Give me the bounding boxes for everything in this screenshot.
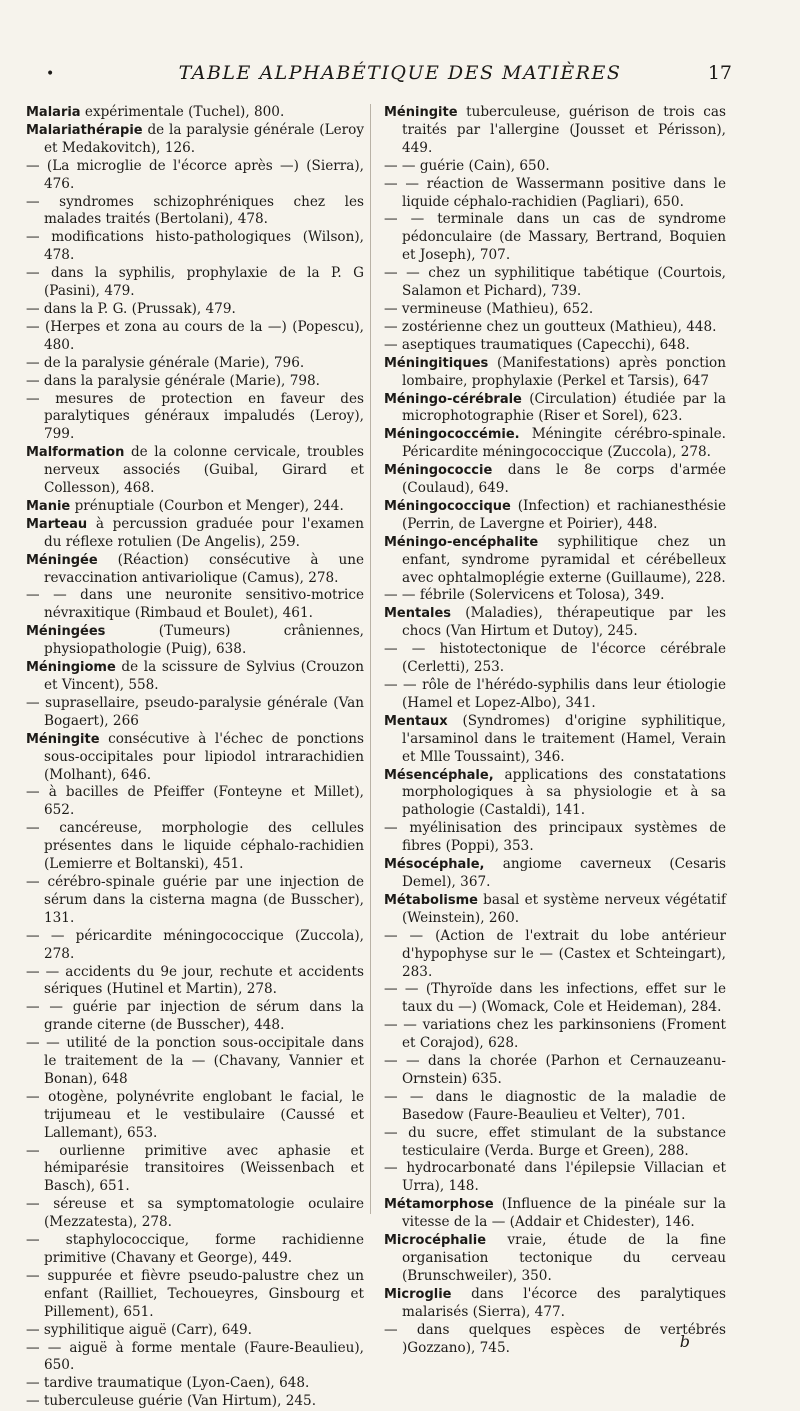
index-entry	[384, 426, 726, 462]
index-entry	[384, 176, 726, 212]
page-header	[0, 62, 800, 92]
index-keyword: Méningococcémie.	[384, 427, 520, 443]
index-entry-text: — staphylococcique, forme rachidienne primitive (Chavany et George), 449.	[26, 1232, 364, 1266]
index-entry-text: — de la paralysie générale (Marie), 796.	[26, 354, 305, 371]
index-entry-text: de la scissure de Sylvius (Crouzon et Vincent), 558.	[44, 659, 364, 693]
index-entry-text: — — utilité de la ponction sous-occipitale dans le traitement de la — (Chavany, Vannier et Bonan), 648	[26, 1035, 364, 1087]
index-entry-text: — — guérie par injection de sérum dans la grande citerne (de Busscher), 448.	[26, 999, 364, 1034]
index-entry-text: tuberculeuse, guérison de trois cas traités par l'allergine (Jousset et Périsson), 449.	[402, 104, 726, 156]
page-number: 17	[707, 62, 732, 84]
index-entry-text: expérimentale (Tuchel), 800.	[80, 104, 285, 120]
index-entry	[26, 623, 364, 659]
index-entry-text: — — (Action de l'extrait du lobe antérieur d'hypophyse sur le — (Castex et Schteingart), 283.	[384, 927, 726, 980]
index-entry-text: Méningite cérébro-spinale. Péricardite méningococcique (Zuccola), 278.	[402, 426, 726, 461]
index-keyword: Marteau	[26, 516, 88, 532]
index-entry	[384, 534, 726, 588]
index-entry-text: — — aiguë à forme mentale (Faure-Beaulieu), 650.	[26, 1339, 364, 1374]
index-entry-text: — — réaction de Wassermann positive dans le liquide céphalo-rachidien (Pagliari), 650.	[384, 175, 726, 210]
index-entry-text: dans l'écorce des paralytiques malarisés (Sierra), 477.	[402, 1285, 726, 1320]
index-keyword: Méningitiques	[384, 355, 489, 371]
index-entry	[384, 355, 726, 391]
index-column-right	[384, 104, 726, 1357]
index-entry-text: — dans la P. G. (Prussak), 479.	[26, 300, 236, 317]
index-entry-text: — suppurée et fièvre pseudo-palustre chez un enfant (Railliet, Techoueyres, Ginsbourg et Pillement), 651.	[26, 1267, 364, 1320]
index-entry	[26, 820, 364, 874]
index-keyword: Manie	[26, 498, 71, 514]
index-entry-text: (Maladies), thérapeutique par les chocs (Van Hirtum et Dutoy), 245.	[402, 605, 726, 640]
index-entry	[384, 158, 726, 176]
index-keyword: Méningococcique	[384, 498, 511, 514]
index-entry	[384, 641, 726, 677]
index-entry	[26, 784, 364, 820]
index-entry-text: — — variations chez les parkinsoniens (Froment et Corajod), 628.	[384, 1017, 726, 1052]
index-entry-text: — mesures de protection en faveur des paralytiques généraux impaludés (Leroy), 799.	[26, 390, 364, 443]
index-entry	[384, 391, 726, 427]
signature-mark: b	[679, 1332, 690, 1351]
index-keyword: Méningo-encéphalite	[384, 534, 539, 550]
index-entry-text: (Manifestations) après ponction lombaire, prophylaxie (Perkel et Tarsis), 647	[402, 354, 726, 389]
index-entry	[26, 444, 364, 498]
index-entry	[26, 1340, 364, 1376]
index-entry	[26, 999, 364, 1035]
index-entry-text: — à bacilles de Pfeiffer (Fonteyne et Millet), 652.	[26, 784, 364, 819]
index-entry	[384, 1089, 726, 1125]
index-entry-text: — — péricardite méningococcique (Zuccola), 278.	[26, 927, 364, 962]
index-entry	[26, 1232, 364, 1268]
index-entry-text: syphilitique chez un enfant, syndrome pyramidal et cérébelleux avec ophtalmoplégie externe (Guillaume), 228.	[402, 533, 726, 586]
index-entry	[384, 928, 726, 982]
index-entry-text: — syndromes schizophréniques chez les malades traités (Bertolani), 478.	[26, 193, 364, 228]
index-keyword: Mésocéphale,	[384, 857, 485, 873]
index-entry	[26, 516, 364, 552]
index-entry	[384, 301, 726, 319]
index-entry	[26, 1322, 364, 1340]
index-entry-text: (Réaction) consécutive à une revaccination antivariolique (Camus), 278.	[44, 551, 364, 586]
index-entry	[26, 1196, 364, 1232]
index-entry	[26, 319, 364, 355]
index-keyword: Méningiome	[26, 660, 116, 676]
index-entry	[384, 856, 726, 892]
index-entry	[26, 301, 364, 319]
index-entry-text: — du sucre, effet stimulant de la substance testiculaire (Verda. Burge et Green), 288.	[384, 1124, 726, 1159]
index-entry-text: — — dans la chorée (Parhon et Cernauzeanu-Ornstein) 635.	[384, 1053, 726, 1087]
index-entry	[384, 498, 726, 534]
index-keyword: Malariathérapie	[26, 122, 143, 138]
index-entry	[26, 659, 364, 695]
index-entry	[26, 355, 364, 373]
index-entry-text: — dans quelques espèces de vertébrés )Gozzano), 745.	[384, 1321, 726, 1356]
index-keyword: Méningococcie	[384, 463, 493, 479]
index-entry-text: — zostérienne chez un goutteux (Mathieu), 448.	[384, 318, 717, 335]
index-entry-text: — — guérie (Cain), 650.	[384, 157, 550, 174]
running-title: TABLE ALPHABÉTIQUE DES MATIÈRES	[178, 62, 622, 84]
index-keyword: Mentaux	[384, 713, 448, 729]
bullet-mark: •	[46, 66, 55, 82]
index-entry	[384, 319, 726, 337]
index-entry-text: dans le 8e corps d'armée (Coulaud), 649.	[402, 462, 726, 497]
index-entry	[384, 1017, 726, 1053]
index-keyword: Malaria	[26, 105, 81, 120]
index-entry	[26, 1393, 364, 1411]
index-entry	[26, 229, 364, 265]
index-entry	[384, 713, 726, 767]
index-entry-text: basal et système nerveux végétatif (Weinstein), 260.	[402, 891, 726, 926]
index-entry	[26, 1089, 364, 1143]
index-entry	[384, 265, 726, 301]
index-entry	[26, 122, 364, 158]
index-keyword: Microcéphalie	[384, 1233, 487, 1249]
index-entry-text: — suprasellaire, pseudo-paralysie générale (Van Bogaert), 266	[26, 694, 364, 729]
index-entry	[26, 1375, 364, 1393]
index-entry	[384, 605, 726, 641]
index-entry-text: — — fébrile (Solervicens et Tolosa), 349.	[384, 587, 665, 604]
index-entry	[384, 337, 726, 355]
index-entry	[26, 964, 364, 1000]
column-divider	[370, 104, 371, 1214]
index-entry-text: — — histotectonique de l'écorce cérébrale (Cerletti), 253.	[384, 641, 726, 676]
index-entry-text: — (La microglie de l'écorce après —) (Sierra), 476.	[26, 157, 364, 192]
index-entry	[384, 767, 726, 821]
index-keyword: Méningée	[26, 552, 98, 568]
index-entry	[384, 462, 726, 498]
index-entry-text: — — rôle de l'hérédo-syphilis dans leur étiologie (Hamel et Lopez-Albo), 341.	[384, 677, 726, 711]
index-entry-text: (Tumeurs) crâniennes, physiopathologie (Puig), 638.	[44, 623, 364, 658]
index-entry-text: (Circulation) étudiée par la microphotographie (Riser et Sorel), 623.	[402, 390, 726, 425]
index-entry	[384, 892, 726, 928]
index-entry	[384, 1160, 726, 1196]
index-keyword: Méningite	[26, 731, 100, 747]
index-entry-text: — tardive traumatique (Lyon-Caen), 648.	[26, 1375, 310, 1392]
index-entry-text: applications des constatations morphologiques à sa physiologie et à sa pathologie (Castaldi), 141.	[402, 766, 726, 819]
index-column-left	[26, 104, 364, 1411]
index-entry-text: — dans la paralysie générale (Marie), 798.	[26, 372, 320, 389]
index-keyword: Mésencéphale,	[384, 767, 494, 783]
index-entry	[26, 587, 364, 623]
index-entry	[384, 211, 726, 265]
index-entry	[26, 731, 364, 785]
index-keyword: Mentales	[384, 606, 452, 622]
index-entry	[26, 373, 364, 391]
index-entry	[26, 695, 364, 731]
index-entry	[26, 552, 364, 588]
index-entry-text: — hydrocarbonaté dans l'épilepsie Villacian et Urra), 148.	[384, 1160, 726, 1195]
index-entry-text: — aseptiques traumatiques (Capecchi), 648.	[384, 336, 690, 353]
index-entry-text: — — chez un syphilitique tabétique (Courtois, Salamon et Pichard), 739.	[384, 265, 726, 300]
index-entry	[384, 1286, 726, 1322]
index-entry-text: — otogène, polynévrite englobant le facial, le trijumeau et le vestibulaire (Caussé et Lallemant), 653.	[26, 1088, 364, 1141]
index-entry	[26, 194, 364, 230]
index-keyword: Métabolisme	[384, 892, 478, 908]
index-entry-text: — — dans le diagnostic de la maladie de Basedow (Faure-Beaulieu et Velter), 701.	[384, 1088, 726, 1123]
index-entry	[26, 1143, 364, 1197]
index-entry	[384, 1125, 726, 1161]
index-entry-text: — dans la syphilis, prophylaxie de la P. G (Pasini), 479.	[26, 265, 364, 300]
index-entry-text: angiome caverneux (Cesaris Demel), 367.	[402, 856, 726, 890]
index-entry	[384, 587, 726, 605]
index-keyword: Microglie	[384, 1286, 452, 1302]
index-entry-text: de la paralysie générale (Leroy et Medakovitch), 126.	[44, 121, 364, 156]
index-entry	[384, 1322, 726, 1358]
index-entry-text: — ourlienne primitive avec aphasie et hémiparésie transitoires (Weissenbach et Basch), 651.	[26, 1142, 364, 1195]
index-entry	[26, 391, 364, 445]
index-entry	[26, 874, 364, 928]
index-entry	[384, 1232, 726, 1286]
index-entry-text: consécutive à l'échec de ponctions sous-occipitales pour lipiodol intrarachidien (Molhant), 646.	[44, 730, 364, 783]
index-keyword: Méningo-cérébrale	[384, 391, 522, 407]
index-keyword: Malformation	[26, 445, 125, 461]
index-entry-text: — vermineuse (Mathieu), 652.	[384, 300, 594, 317]
index-entry-text: (Syndromes) d'origine syphilitique, l'arsaminol dans le traitement (Hamel, Verain et Mlle Toussaint), 346.	[402, 712, 726, 765]
index-entry-text: — — accidents du 9e jour, rechute et accidents sériques (Hutinel et Martin), 278.	[26, 963, 364, 998]
index-entry-text: — syphilitique aiguë (Carr), 649.	[26, 1321, 252, 1338]
index-entry-text: (Influence de la pinéale sur la vitesse de la — (Addair et Chidester), 146.	[402, 1196, 726, 1231]
index-entry	[26, 1035, 364, 1089]
index-entry	[26, 104, 364, 122]
index-entry-text: — myélinisation des principaux systèmes de fibres (Poppi), 353.	[384, 820, 726, 855]
index-entry-text: — — terminale dans un cas de syndrome pédonculaire (de Massary, Bertrand, Boquien et Joseph), 707.	[384, 211, 726, 264]
index-entry	[26, 928, 364, 964]
index-keyword: Méningées	[26, 624, 106, 640]
index-entry-text: de la colonne cervicale, troubles nerveux associés (Guibal, Girard et Collesson), 468.	[44, 444, 364, 497]
index-entry-text: — (Herpes et zona au cours de la —) (Popescu), 480.	[26, 318, 364, 353]
index-entry	[384, 677, 726, 713]
index-entry-text: — cancéreuse, morphologie des cellules présentes dans le liquide céphalo-rachidien (Lemierre et Boltanski), 451.	[26, 820, 364, 873]
index-entry-text: — — (Thyroïde dans les infections, effet sur le taux du —) (Womack, Cole et Heideman), 284.	[384, 981, 726, 1016]
index-entry-text: vraie, étude de la fine organisation tectonique du cerveau (Brunschweiler), 350.	[402, 1232, 726, 1284]
index-entry-text: — séreuse et sa symptomatologie oculaire (Mezzatesta), 278.	[26, 1196, 364, 1231]
index-entry	[384, 981, 726, 1017]
index-keyword: Méningite	[384, 105, 458, 120]
index-entry	[26, 158, 364, 194]
index-entry-text: — — dans une neuronite sensitivo-motrice névraxitique (Rimbaud et Boulet), 461.	[26, 587, 364, 622]
index-entry-text: prénuptiale (Courbon et Menger), 244.	[70, 497, 344, 514]
index-entry-text: — tuberculeuse guérie (Van Hirtum), 245.	[26, 1393, 317, 1410]
index-entry	[384, 820, 726, 856]
index-entry	[384, 1053, 726, 1089]
index-entry-text: — modifications histo-pathologiques (Wilson), 478.	[26, 229, 364, 264]
index-entry	[384, 104, 726, 158]
index-entry	[384, 1196, 726, 1232]
index-entry-text: à percussion graduée pour l'examen du réflexe rotulien (De Angelis), 259.	[44, 515, 364, 550]
index-entry-text: — cérébro-spinale guérie par une injection de sérum dans la cisterna magna (de Busscher), 131.	[26, 873, 364, 926]
index-entry	[26, 265, 364, 301]
index-entry	[26, 1268, 364, 1322]
index-entry-text: (Infection) et rachianesthésie (Perrin, de Lavergne et Poirier), 448.	[402, 497, 726, 532]
index-entry	[26, 498, 364, 516]
index-keyword: Métamorphose	[384, 1197, 494, 1213]
